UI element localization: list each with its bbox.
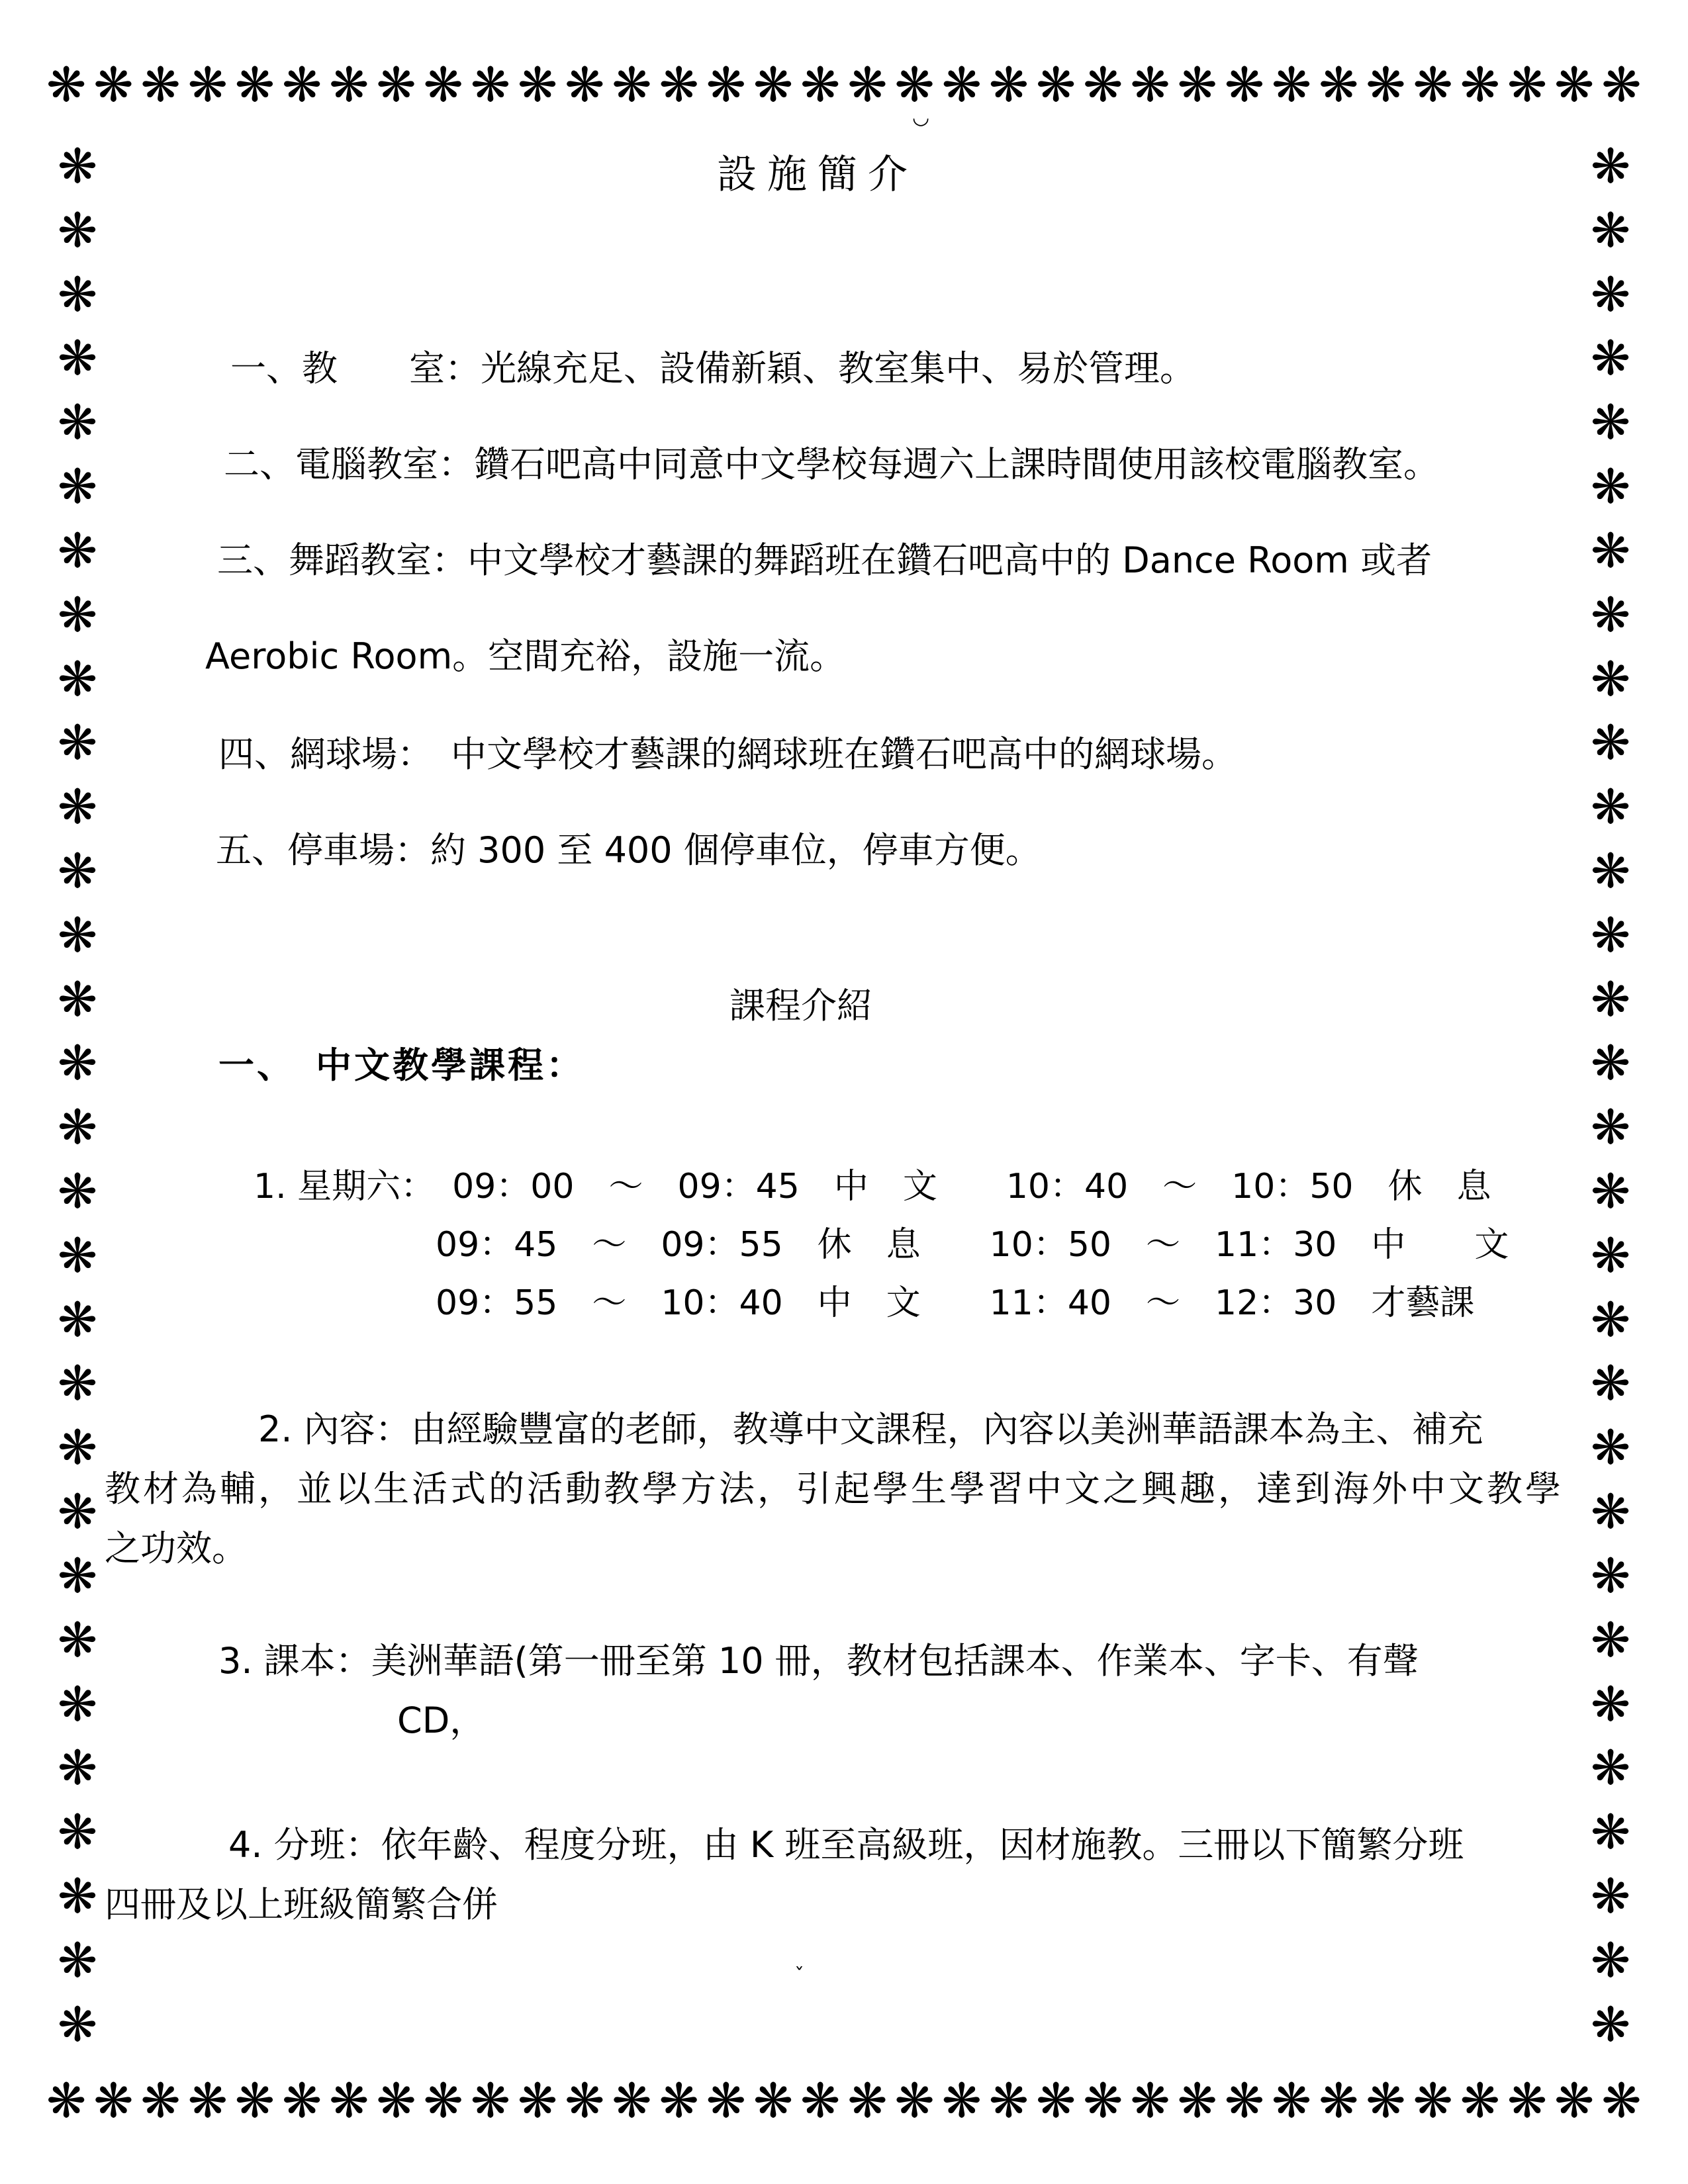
flower-icon: ❋ — [329, 57, 369, 113]
flower-icon: ❋ — [423, 2073, 463, 2128]
flower-icon: ❋ — [1601, 57, 1642, 113]
flower-icon: ❋ — [1507, 2073, 1548, 2128]
flower-icon: ❋ — [93, 57, 134, 113]
flower-icon: ❋ — [706, 57, 746, 113]
flower-icon: ❋ — [1590, 842, 1631, 899]
flower-icon: ❋ — [1590, 1227, 1631, 1283]
flower-icon: ❋ — [1130, 2073, 1170, 2128]
flower-icon: ❋ — [57, 1932, 98, 1988]
flower-icon: ❋ — [1460, 57, 1500, 113]
border-right — [1581, 138, 1640, 2052]
flower-icon: ❋ — [234, 2073, 275, 2128]
flower-icon: ❋ — [57, 1484, 98, 1540]
flower-icon: ❋ — [1590, 1484, 1631, 1540]
flower-icon: ❋ — [57, 842, 98, 899]
flower-icon: ❋ — [376, 57, 416, 113]
flower-icon: ❋ — [57, 138, 98, 194]
flower-icon: ❋ — [1083, 57, 1123, 113]
flower-icon: ❋ — [1271, 2073, 1312, 2128]
flower-icon: ❋ — [1590, 1612, 1631, 1668]
flower-icon: ❋ — [1590, 394, 1631, 451]
flower-icon: ❋ — [1601, 2073, 1642, 2128]
textbook-paragraph-line-1: 3. 課本：美洲華語(第一冊至第 10 冊，教材包括課本、作業本、字卡、有聲 — [218, 1640, 1419, 1682]
flower-icon: ❋ — [1507, 57, 1548, 113]
subheading-chinese-program: 一、 中文教學課程： — [218, 1044, 585, 1086]
flower-icon: ❋ — [1224, 2073, 1265, 2128]
flower-icon: ❋ — [376, 2073, 416, 2128]
flower-icon: ❋ — [988, 57, 1029, 113]
flower-icon: ❋ — [988, 2073, 1029, 2128]
scan-artifact: ˇ — [794, 1964, 804, 1987]
flower-icon: ❋ — [1590, 330, 1631, 387]
border-top — [46, 57, 1642, 113]
flower-icon: ❋ — [1590, 651, 1631, 707]
flower-icon: ❋ — [57, 651, 98, 707]
flower-icon: ❋ — [1590, 1740, 1631, 1796]
flower-icon: ❋ — [57, 1291, 98, 1347]
placement-paragraph-line-1: 4. 分班：依年齡、程度分班，由 K 班至高級班，因材施教。三冊以下簡繁分班 — [228, 1824, 1464, 1866]
page-title: 設施簡介 — [717, 152, 918, 198]
flower-icon: ❋ — [1590, 1804, 1631, 1860]
flower-icon: ❋ — [234, 57, 275, 113]
flower-icon: ❋ — [1083, 2073, 1123, 2128]
flower-icon: ❋ — [57, 1612, 98, 1668]
flower-icon: ❋ — [706, 2073, 746, 2128]
flower-icon: ❋ — [517, 2073, 558, 2128]
flower-icon: ❋ — [57, 266, 98, 322]
flower-icon: ❋ — [612, 57, 652, 113]
flower-icon: ❋ — [1177, 2073, 1217, 2128]
flower-icon: ❋ — [281, 2073, 322, 2128]
flower-icon: ❋ — [57, 971, 98, 1027]
flower-icon: ❋ — [1590, 1035, 1631, 1091]
flower-icon: ❋ — [1590, 779, 1631, 835]
flower-icon: ❋ — [57, 1740, 98, 1796]
border-left — [48, 138, 107, 2052]
content-paragraph-line-2: 教材為輔，並以生活式的活動教學方法，引起學生學習中文之興趣，達到海外中文教學 — [105, 1468, 1564, 1510]
flower-icon: ❋ — [1035, 57, 1076, 113]
flower-icon: ❋ — [894, 57, 935, 113]
flower-icon: ❋ — [57, 330, 98, 387]
flower-icon: ❋ — [1590, 266, 1631, 322]
flower-icon: ❋ — [470, 57, 511, 113]
flower-icon: ❋ — [57, 715, 98, 771]
flower-icon: ❋ — [57, 1099, 98, 1156]
flower-icon: ❋ — [1413, 2073, 1453, 2128]
flower-icon: ❋ — [57, 202, 98, 258]
flower-icon: ❋ — [57, 1676, 98, 1732]
flower-icon: ❋ — [1590, 1996, 1631, 2052]
flower-icon: ❋ — [57, 459, 98, 515]
flower-icon: ❋ — [659, 2073, 699, 2128]
scan-artifact: ◡ — [912, 106, 930, 129]
flower-icon: ❋ — [46, 2073, 87, 2128]
flower-icon: ❋ — [187, 2073, 228, 2128]
flower-icon: ❋ — [1130, 57, 1170, 113]
flower-icon: ❋ — [753, 57, 794, 113]
flower-icon: ❋ — [140, 2073, 181, 2128]
flower-icon: ❋ — [1271, 57, 1312, 113]
flower-icon: ❋ — [1413, 57, 1453, 113]
flower-icon: ❋ — [470, 2073, 511, 2128]
flower-icon: ❋ — [57, 1547, 98, 1604]
flower-icon: ❋ — [1319, 2073, 1359, 2128]
flower-icon: ❋ — [1590, 138, 1631, 194]
flower-icon: ❋ — [1590, 1099, 1631, 1156]
facility-item-parking-lot: 五、停車場：約 300 至 400 個停車位，停車方便。 — [216, 829, 1041, 871]
border-bottom — [46, 2073, 1642, 2128]
flower-icon: ❋ — [1554, 2073, 1595, 2128]
flower-icon: ❋ — [57, 1163, 98, 1219]
schedule-line-3: 09：55 ～ 10：40 中 文 11：40 ～ 12：30 才藝課 — [436, 1283, 1475, 1323]
flower-icon: ❋ — [1366, 57, 1406, 113]
section-heading-course-intro: 課程介紹 — [729, 985, 872, 1026]
flower-icon: ❋ — [1590, 1547, 1631, 1604]
placement-paragraph-line-2: 四冊及以上班級簡繁合併 — [105, 1884, 498, 1925]
flower-icon: ❋ — [57, 1420, 98, 1476]
flower-icon: ❋ — [1590, 1420, 1631, 1476]
schedule-line-1: 1. 星期六： 09：00 ～ 09：45 中 文 10：40 ～ 10：50 休 息 — [254, 1167, 1491, 1206]
flower-icon: ❋ — [57, 394, 98, 451]
flower-icon: ❋ — [753, 2073, 794, 2128]
flower-icon: ❋ — [612, 2073, 652, 2128]
flower-icon: ❋ — [57, 779, 98, 835]
flower-icon: ❋ — [941, 2073, 982, 2128]
flower-icon: ❋ — [57, 1355, 98, 1412]
facility-item-tennis-court: 四、網球場： 中文學校才藝課的網球班在鑽石吧高中的網球場。 — [218, 733, 1237, 775]
facility-item-classroom: 一、教 室：光線充足、設備新穎、教室集中、易於管理。 — [230, 347, 1196, 389]
flower-icon: ❋ — [847, 2073, 888, 2128]
flower-icon: ❋ — [1590, 1163, 1631, 1219]
flower-icon: ❋ — [800, 57, 841, 113]
flower-icon: ❋ — [1590, 715, 1631, 771]
flower-icon: ❋ — [57, 1868, 98, 1924]
facility-item-dance-room-cont: Aerobic Room。空間充裕，設施一流。 — [205, 635, 846, 677]
content-paragraph-line-3: 之功效。 — [105, 1527, 248, 1569]
flower-icon: ❋ — [57, 1996, 98, 2052]
facility-item-dance-room: 三、舞蹈教室：中文學校才藝課的舞蹈班在鑽石吧高中的 Dance Room 或者 — [217, 539, 1432, 581]
flower-icon: ❋ — [800, 2073, 841, 2128]
schedule-line-2: 09：45 ～ 09：55 休 息 10：50 ～ 11：30 中 文 — [436, 1225, 1509, 1265]
flower-icon: ❋ — [1035, 2073, 1076, 2128]
facility-item-computer-room: 二、電腦教室：鑽石吧高中同意中文學校每週六上課時間使用該校電腦教室。 — [224, 443, 1439, 485]
flower-icon: ❋ — [93, 2073, 134, 2128]
flower-icon: ❋ — [1590, 522, 1631, 578]
flower-icon: ❋ — [517, 57, 558, 113]
flower-icon: ❋ — [329, 2073, 369, 2128]
flower-icon: ❋ — [140, 57, 181, 113]
flower-icon: ❋ — [57, 907, 98, 963]
flower-icon: ❋ — [1590, 459, 1631, 515]
flower-icon: ❋ — [1590, 971, 1631, 1027]
flower-icon: ❋ — [1554, 57, 1595, 113]
textbook-paragraph-line-2: CD， — [397, 1700, 486, 1741]
content-paragraph-line-1: 2. 內容：由經驗豐富的老師，教導中文課程，內容以美洲華語課本為主、補充 — [258, 1408, 1483, 1450]
flower-icon: ❋ — [57, 1804, 98, 1860]
flower-icon: ❋ — [1590, 586, 1631, 643]
flower-icon: ❋ — [565, 57, 605, 113]
flower-icon: ❋ — [57, 586, 98, 643]
flower-icon: ❋ — [847, 57, 888, 113]
flower-icon: ❋ — [1177, 57, 1217, 113]
flower-icon: ❋ — [1590, 1932, 1631, 1988]
flower-icon: ❋ — [57, 1035, 98, 1091]
flower-icon: ❋ — [659, 57, 699, 113]
flower-icon: ❋ — [565, 2073, 605, 2128]
flower-icon: ❋ — [1590, 907, 1631, 963]
flower-icon: ❋ — [1590, 1676, 1631, 1732]
flower-icon: ❋ — [1590, 1291, 1631, 1347]
flower-icon: ❋ — [1590, 202, 1631, 258]
flower-icon: ❋ — [57, 522, 98, 578]
flower-icon: ❋ — [1590, 1355, 1631, 1412]
flower-icon: ❋ — [894, 2073, 935, 2128]
flower-icon: ❋ — [423, 57, 463, 113]
flower-icon: ❋ — [57, 1227, 98, 1283]
flower-icon: ❋ — [1319, 57, 1359, 113]
flower-icon: ❋ — [1366, 2073, 1406, 2128]
flower-icon: ❋ — [1460, 2073, 1500, 2128]
flower-icon: ❋ — [281, 57, 322, 113]
flower-icon: ❋ — [46, 57, 87, 113]
flower-icon: ❋ — [187, 57, 228, 113]
flower-icon: ❋ — [1590, 1868, 1631, 1924]
flower-icon: ❋ — [941, 57, 982, 113]
flower-icon: ❋ — [1224, 57, 1265, 113]
